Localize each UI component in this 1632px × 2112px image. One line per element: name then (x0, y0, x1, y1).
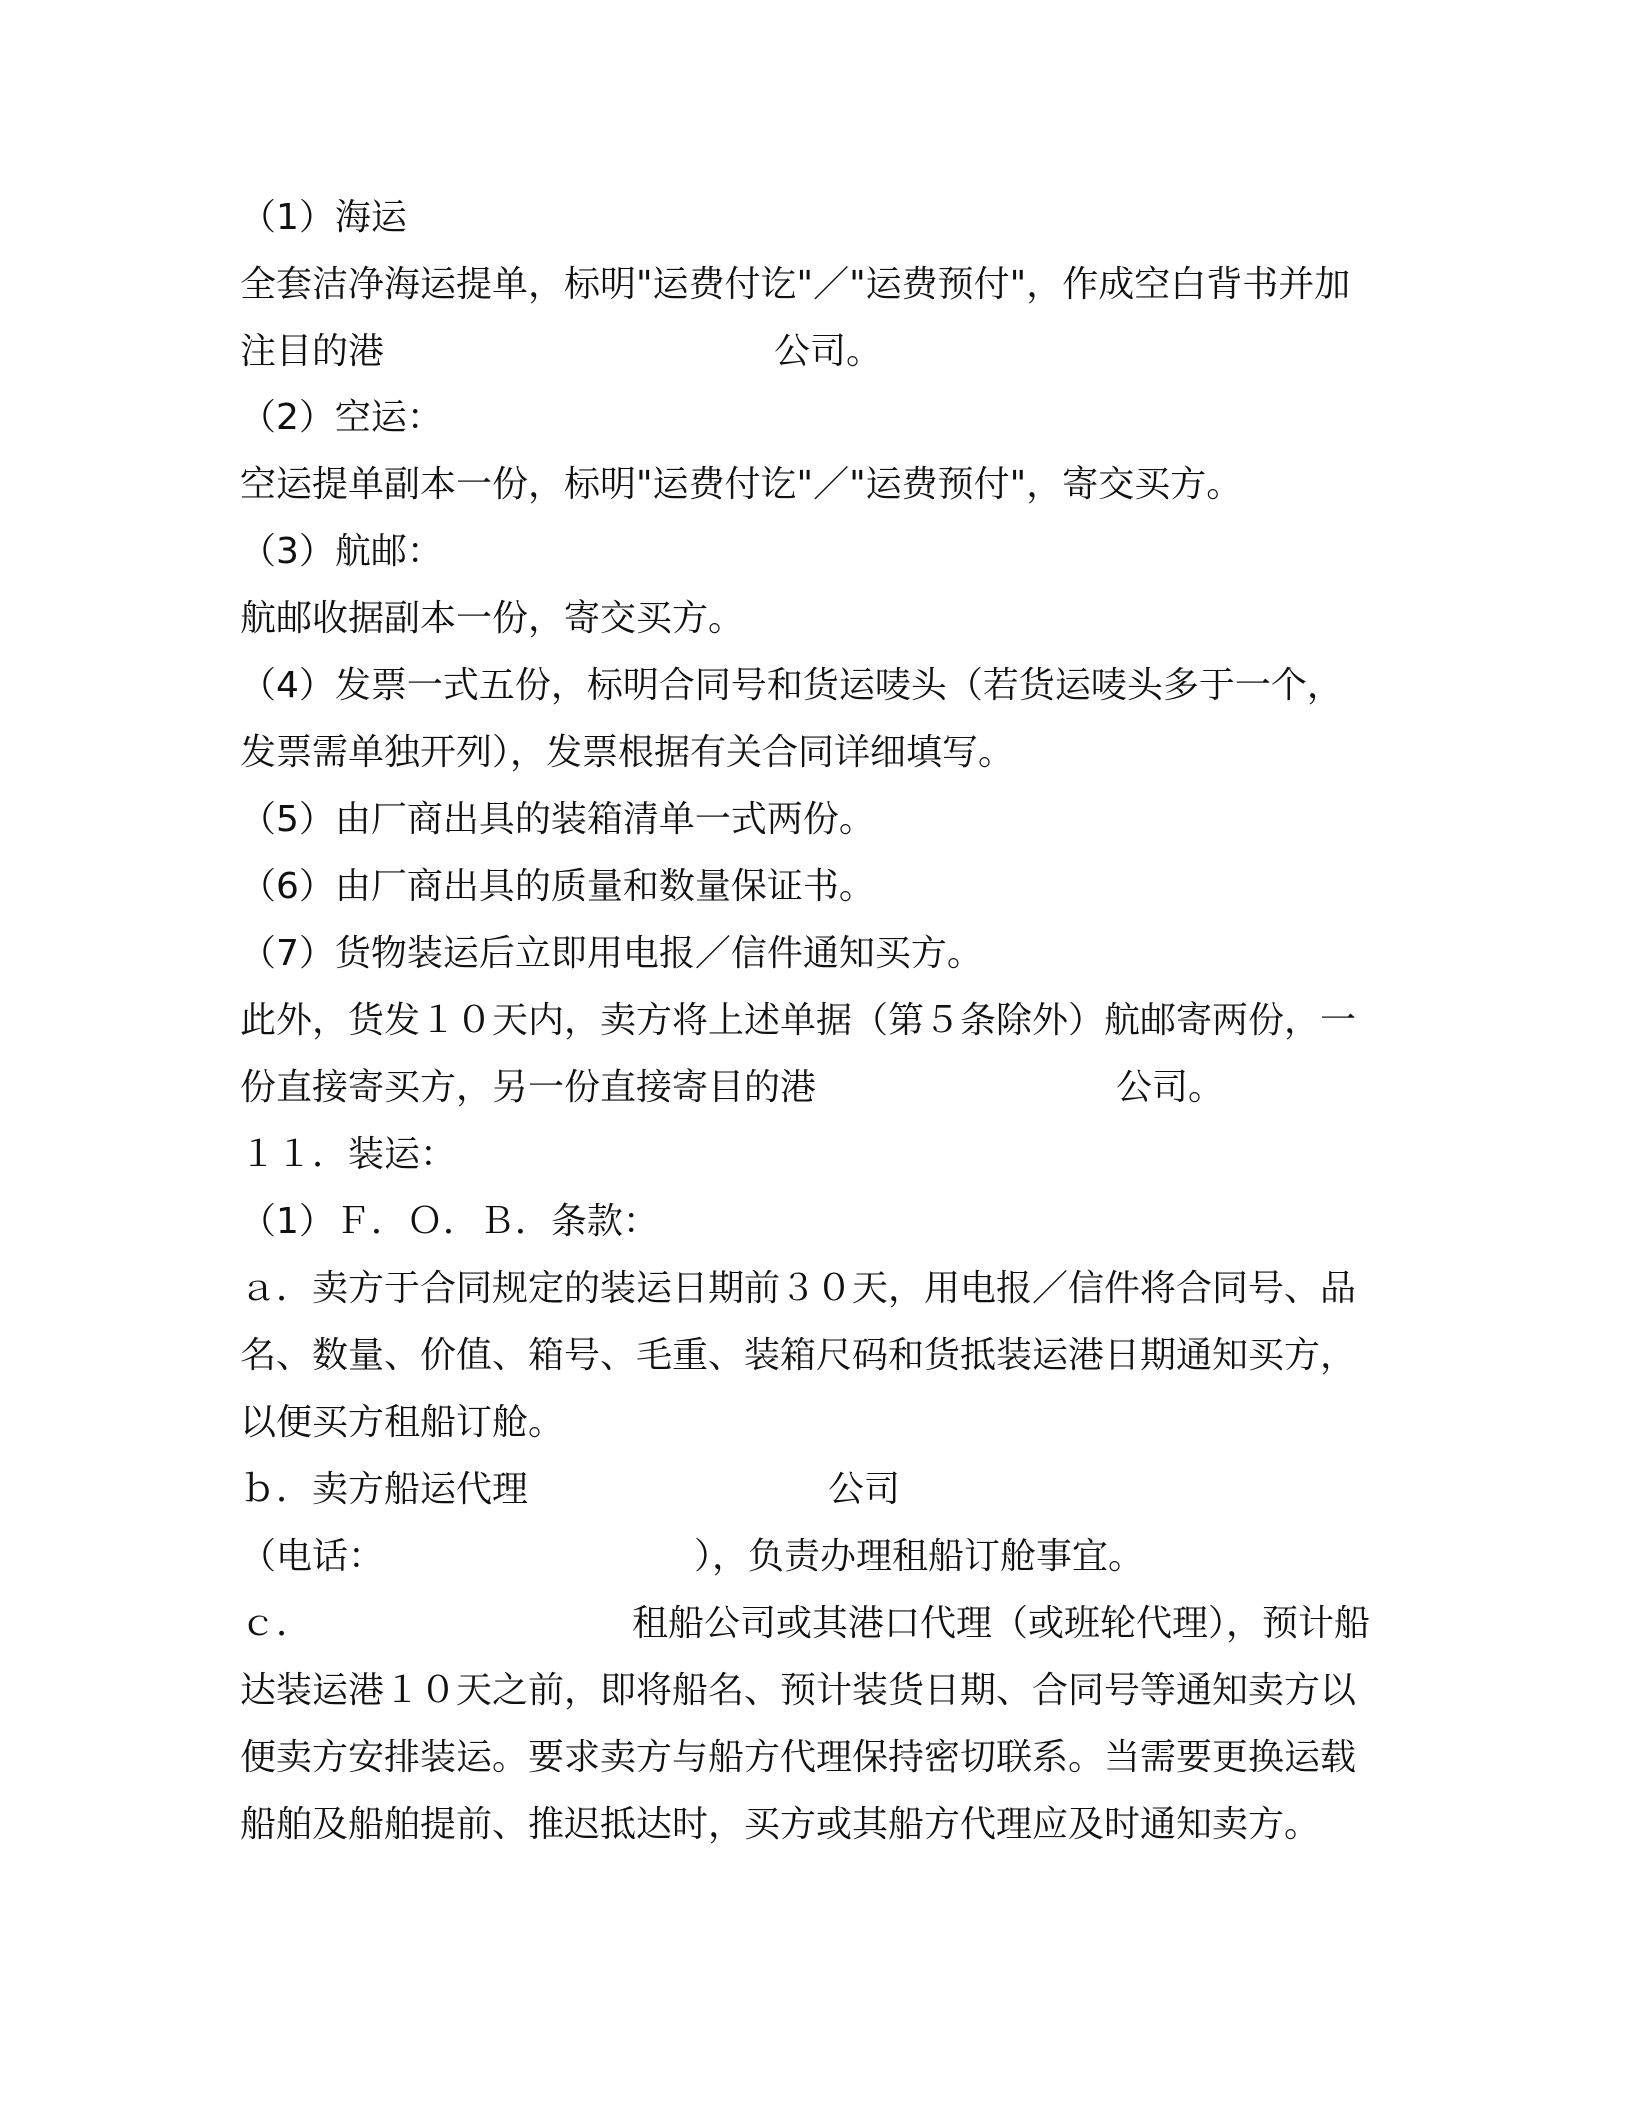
item-1-sea-heading: （1）海运 (240, 197, 407, 238)
air-bill-line: 空运提单副本一份，标明"运费付讫"／"运费预付"，寄交买方。 (240, 464, 1243, 505)
additional-line-1: 此外，货发１０天内，卖方将上述单据（第５条除外）航邮寄两份，一 (240, 1000, 1357, 1041)
item-4-invoice-line-1: （4）发票一式五份，标明合同号和货运唛头（若货运唛头多于一个， (240, 665, 1343, 706)
sea-bill-line-2-start: 注目的港 (240, 331, 385, 372)
clause-c-line-1 (240, 1602, 1410, 1646)
item-3-airmail-heading: （3）航邮： (240, 531, 443, 572)
sea-bill-line-2-end: 公司。 (774, 331, 883, 372)
sea-bill-line-1: 全套洁净海运提单，标明"运费付讫"／"运费预付"，作成空白背书并加 (240, 264, 1351, 305)
item-5-packing-list: （5）由厂商出具的装箱清单一式两份。 (240, 799, 875, 840)
item-6-quality-certificate: （6）由厂商出具的质量和数量保证书。 (240, 866, 875, 907)
item-4-invoice-line-2: 发票需单独开列），发票根据有关合同详细填写。 (240, 732, 1015, 773)
phone-label: （电话： (240, 1536, 385, 1577)
clause-b-line-1 (240, 1468, 1410, 1512)
clause-b-line-2 (240, 1535, 1410, 1579)
additional-line-2 (240, 1066, 1410, 1110)
clause-a-line-2: 名、数量、价值、箱号、毛重、装箱尺码和货抵装运港日期通知买方， (240, 1335, 1357, 1376)
fob-terms-heading: （1）Ｆ．Ｏ．Ｂ．条款： (240, 1201, 659, 1242)
clause-b-line-2-end: ），负责办理租船订舱事宜。 (694, 1536, 1145, 1577)
clause-c-line-3: 便卖方安排装运。要求卖方与船方代理保持密切联系。当需要更换运载 (240, 1737, 1357, 1778)
clause-c-line-2: 达装运港１０天之前，即将船名、预计装货日期、合同号等通知卖方以 (240, 1670, 1357, 1711)
clause-b-end: 公司 (828, 1469, 901, 1510)
airmail-line: 航邮收据副本一份，寄交买方。 (240, 598, 745, 639)
clause-c-start: ｃ． (240, 1603, 313, 1644)
item-2-air-heading: （2）空运： (240, 397, 443, 438)
clause-c-end: 租船公司或其港口代理（或班轮代理），预计船 (632, 1603, 1371, 1644)
clause-a-line-3: 以便买方租船订舱。 (240, 1402, 565, 1443)
additional-line-2-end: 公司。 (1116, 1067, 1225, 1108)
item-7-shipment-notice: （7）货物装运后立即用电报／信件通知买方。 (240, 933, 983, 974)
section-11-shipment-heading: １１．装运： (240, 1134, 457, 1175)
clause-a-line-1: ａ．卖方于合同规定的装运日期前３０天，用电报／信件将合同号、品 (240, 1268, 1357, 1309)
clause-b-start: ｂ．卖方船运代理 (240, 1469, 529, 1510)
additional-line-2-start: 份直接寄买方，另一份直接寄目的港 (240, 1067, 817, 1108)
clause-c-line-4: 船舶及船舶提前、推迟抵达时，买方或其船方代理应及时通知卖方。 (240, 1804, 1321, 1845)
sea-bill-line-2 (240, 330, 1410, 374)
